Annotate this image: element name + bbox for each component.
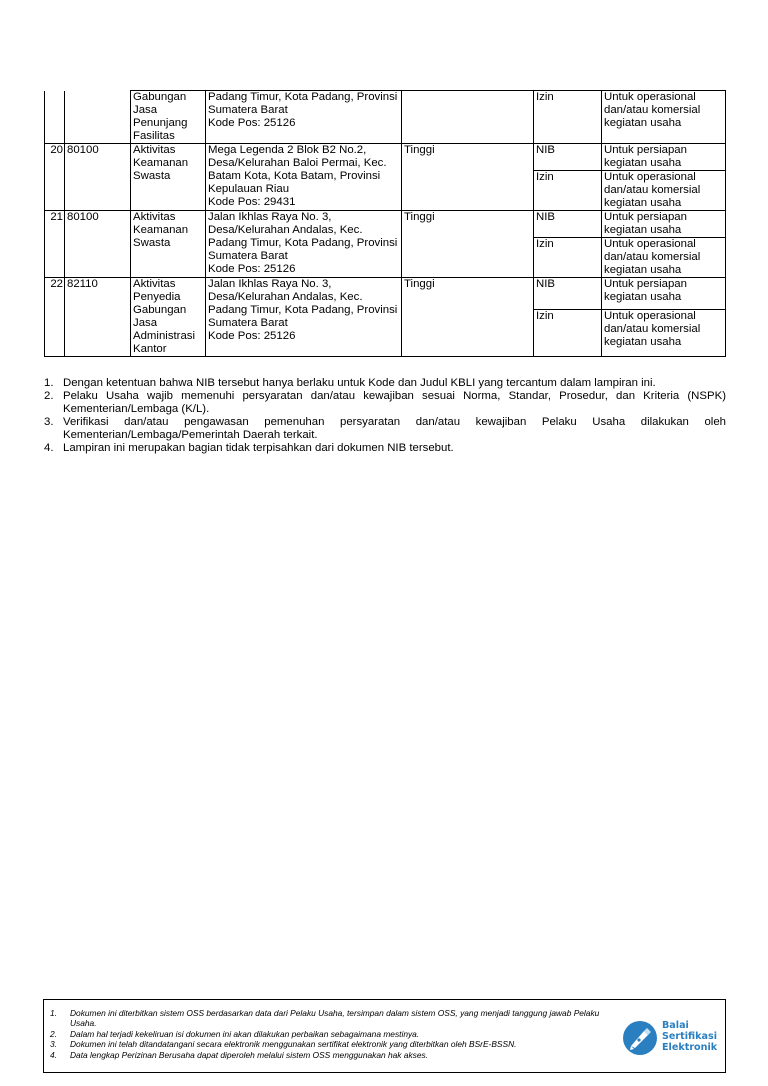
keterangan-line: Untuk operasional <box>604 238 696 250</box>
cell-jenis-perizinan: Izin <box>534 91 602 144</box>
judul-line: Gabungan <box>133 304 187 316</box>
cell-keterangan <box>602 278 726 310</box>
table-row <box>45 278 726 310</box>
kbli-table-body <box>45 91 726 357</box>
note-text: Lampiran ini merupakan bagian tidak terpisahkan dari dokumen NIB tersebut. <box>63 442 454 454</box>
judul-line: Keamanan <box>133 224 189 236</box>
keterangan-line: kegiatan usaha <box>604 335 682 348</box>
footer-item <box>50 1039 620 1049</box>
cell-jenis-perizinan: Izin <box>534 238 602 278</box>
cell-lokasi <box>206 91 402 144</box>
lokasi-line: Kode Pos: 25126 <box>208 117 296 129</box>
footer-number: 2. <box>50 1028 57 1039</box>
keterangan-line: kegiatan usaha <box>604 157 682 169</box>
cell-judul <box>131 91 206 144</box>
cell-keterangan <box>602 171 726 211</box>
cell-jenis-perizinan: Izin <box>534 309 602 356</box>
footer-number: 1. <box>50 1008 57 1018</box>
lokasi-line: Jalan Ikhlas Raya No. 3, <box>208 278 332 290</box>
note-text: Dengan ketentuan bahwa NIB tersebut hanya berlaku untuk Kode dan Judul KBLI yang tercantum dalam lampiran ini. <box>63 377 656 389</box>
keterangan-line: dan/atau komersial <box>604 184 701 196</box>
note-number: 2. <box>44 390 54 402</box>
bsre-pen-icon <box>622 1020 658 1056</box>
lokasi-line: Desa/Kelurahan Andalas, Kec. <box>208 291 363 303</box>
keterangan-line: Untuk operasional <box>604 91 696 103</box>
lokasi-line: Kode Pos: 25126 <box>208 330 296 342</box>
keterangan-line: dan/atau komersial <box>604 322 701 335</box>
cell-lokasi <box>206 211 402 278</box>
cell-kbli: 80100 <box>65 211 131 278</box>
bsre-logo <box>622 1018 722 1058</box>
keterangan-line: Untuk operasional <box>604 309 696 322</box>
footer-item <box>50 1029 620 1039</box>
bsre-logo-line: Balai <box>662 1020 689 1031</box>
keterangan-line: kegiatan usaha <box>604 264 682 276</box>
keterangan-line: kegiatan usaha <box>604 197 682 209</box>
table-row <box>45 144 726 171</box>
lokasi-line: Padang Timur, Kota Padang, Provinsi <box>208 304 398 316</box>
bsre-logo-line: Elektronik <box>662 1042 718 1053</box>
keterangan-line: Untuk persiapan <box>604 278 687 290</box>
judul-line: Jasa <box>133 104 158 116</box>
judul-line: Administrasi <box>133 330 196 342</box>
note-item <box>44 390 726 416</box>
judul-line: Kantor <box>133 343 167 355</box>
keterangan-line: kegiatan usaha <box>604 291 682 303</box>
cell-no <box>45 91 65 144</box>
judul-line: Swasta <box>133 237 171 249</box>
judul-line: Swasta <box>133 170 171 182</box>
cell-lokasi <box>206 278 402 357</box>
lokasi-line: Sumatera Barat <box>208 104 288 116</box>
footer-number: 4. <box>50 1049 57 1060</box>
lokasi-line: Desa/Kelurahan Baloi Permai, Kec. <box>208 157 387 169</box>
cell-keterangan <box>602 309 726 356</box>
table-row <box>45 211 726 238</box>
lokasi-line: Sumatera Barat <box>208 317 288 329</box>
cell-kbli: 82110 <box>65 278 131 357</box>
lokasi-line: Jalan Ikhlas Raya No. 3, <box>208 211 332 223</box>
lokasi-line: Desa/Kelurahan Andalas, Kec. <box>208 224 363 236</box>
cell-lokasi <box>206 144 402 211</box>
keterangan-line: dan/atau komersial <box>604 251 701 263</box>
lokasi-line: Padang Timur, Kota Padang, Provinsi <box>208 237 398 249</box>
cell-no: 22 <box>45 278 65 357</box>
judul-line: Aktivitas <box>133 278 176 290</box>
judul-line: Jasa <box>133 317 158 329</box>
notes-list <box>44 377 726 455</box>
keterangan-line: kegiatan usaha <box>604 224 682 236</box>
lokasi-line: Padang Timur, Kota Padang, Provinsi <box>208 91 398 103</box>
bsre-logo-line: Sertifikasi <box>662 1031 717 1042</box>
lokasi-line: Kepulauan Riau <box>208 183 290 195</box>
note-number: 1. <box>44 377 54 389</box>
lokasi-line: Kode Pos: 29431 <box>208 196 296 208</box>
cell-risiko <box>402 91 534 144</box>
footer-item <box>50 1008 620 1029</box>
footer-notes-list <box>50 1008 620 1060</box>
judul-line: Fasilitas <box>133 130 175 142</box>
cell-judul <box>131 144 206 211</box>
judul-line: Gabungan <box>133 91 187 103</box>
note-item <box>44 442 726 455</box>
judul-line: Penunjang <box>133 117 188 129</box>
judul-line: Penyedia <box>133 291 181 303</box>
cell-keterangan <box>602 238 726 278</box>
kbli-table <box>44 90 726 357</box>
cell-no: 21 <box>45 211 65 278</box>
keterangan-line: Untuk operasional <box>604 171 696 183</box>
cell-no: 20 <box>45 144 65 211</box>
judul-line: Keamanan <box>133 157 189 169</box>
cell-keterangan <box>602 91 726 144</box>
footer-item <box>50 1050 620 1060</box>
footer-text: Dokumen ini telah ditandatangani secara elektronik menggunakan sertifikat elektronik yang diterbitkan oleh BSrE-BSSN. <box>70 1039 517 1050</box>
keterangan-line: Untuk persiapan <box>604 211 687 223</box>
lokasi-line: Batam Kota, Kota Batam, Provinsi <box>208 170 381 182</box>
bsre-logo-text <box>662 1020 717 1053</box>
footer-box <box>43 999 726 1073</box>
lokasi-line: Sumatera Barat <box>208 250 288 262</box>
cell-jenis-perizinan: NIB <box>534 278 602 310</box>
keterangan-line: Untuk persiapan <box>604 144 687 156</box>
judul-line: Aktivitas <box>133 211 176 223</box>
lokasi-line: Kode Pos: 25126 <box>208 263 296 275</box>
cell-keterangan <box>602 211 726 238</box>
note-item <box>44 377 726 390</box>
note-text: Verifikasi dan/atau pengawasan pemenuhan persyaratan dan/atau kewajiban Pelaku Usaha dilakukan oleh Kementerian/Lembaga/Pemerintah Daerah terkait. <box>63 416 726 441</box>
cell-kbli: 80100 <box>65 144 131 211</box>
note-text: Pelaku Usaha wajib memenuhi persyaratan dan/atau kewajiban sesuai Norma, Standar, Prosedur, dan Kriteria (NSPK) Kementerian/Lembaga (K/L). <box>63 390 726 415</box>
keterangan-line: kegiatan usaha <box>604 117 682 129</box>
cell-jenis-perizinan: NIB <box>534 211 602 238</box>
footer-text: Data lengkap Perizinan Berusaha dapat diperoleh melalui sistem OSS menggunakan hak akses. <box>70 1049 429 1060</box>
note-item <box>44 416 726 442</box>
keterangan-line: dan/atau komersial <box>604 104 701 116</box>
cell-judul <box>131 211 206 278</box>
note-number: 4. <box>44 442 54 454</box>
cell-risiko: Tinggi <box>402 144 534 211</box>
cell-risiko: Tinggi <box>402 278 534 357</box>
cell-keterangan <box>602 144 726 171</box>
cell-jenis-perizinan: NIB <box>534 144 602 171</box>
table-row <box>45 91 726 144</box>
lokasi-line: Mega Legenda 2 Blok B2 No.2, <box>208 144 367 156</box>
cell-judul <box>131 278 206 357</box>
judul-line: Aktivitas <box>133 144 176 156</box>
footer-number: 3. <box>50 1039 57 1050</box>
cell-jenis-perizinan: Izin <box>534 171 602 211</box>
cell-risiko: Tinggi <box>402 211 534 278</box>
footer-text: Dalam hal terjadi kekeliruan isi dokumen ini akan dilakukan perbaikan sebagaimana mestinya. <box>70 1028 420 1039</box>
footer-text: Dokumen ini diterbitkan sistem OSS berdasarkan data dari Pelaku Usaha, tersimpan dalam sistem OSS, yang menjadi tanggung jawab Pelaku Usaha. <box>70 1008 600 1029</box>
note-number: 3. <box>44 416 54 428</box>
cell-kbli <box>65 91 131 144</box>
